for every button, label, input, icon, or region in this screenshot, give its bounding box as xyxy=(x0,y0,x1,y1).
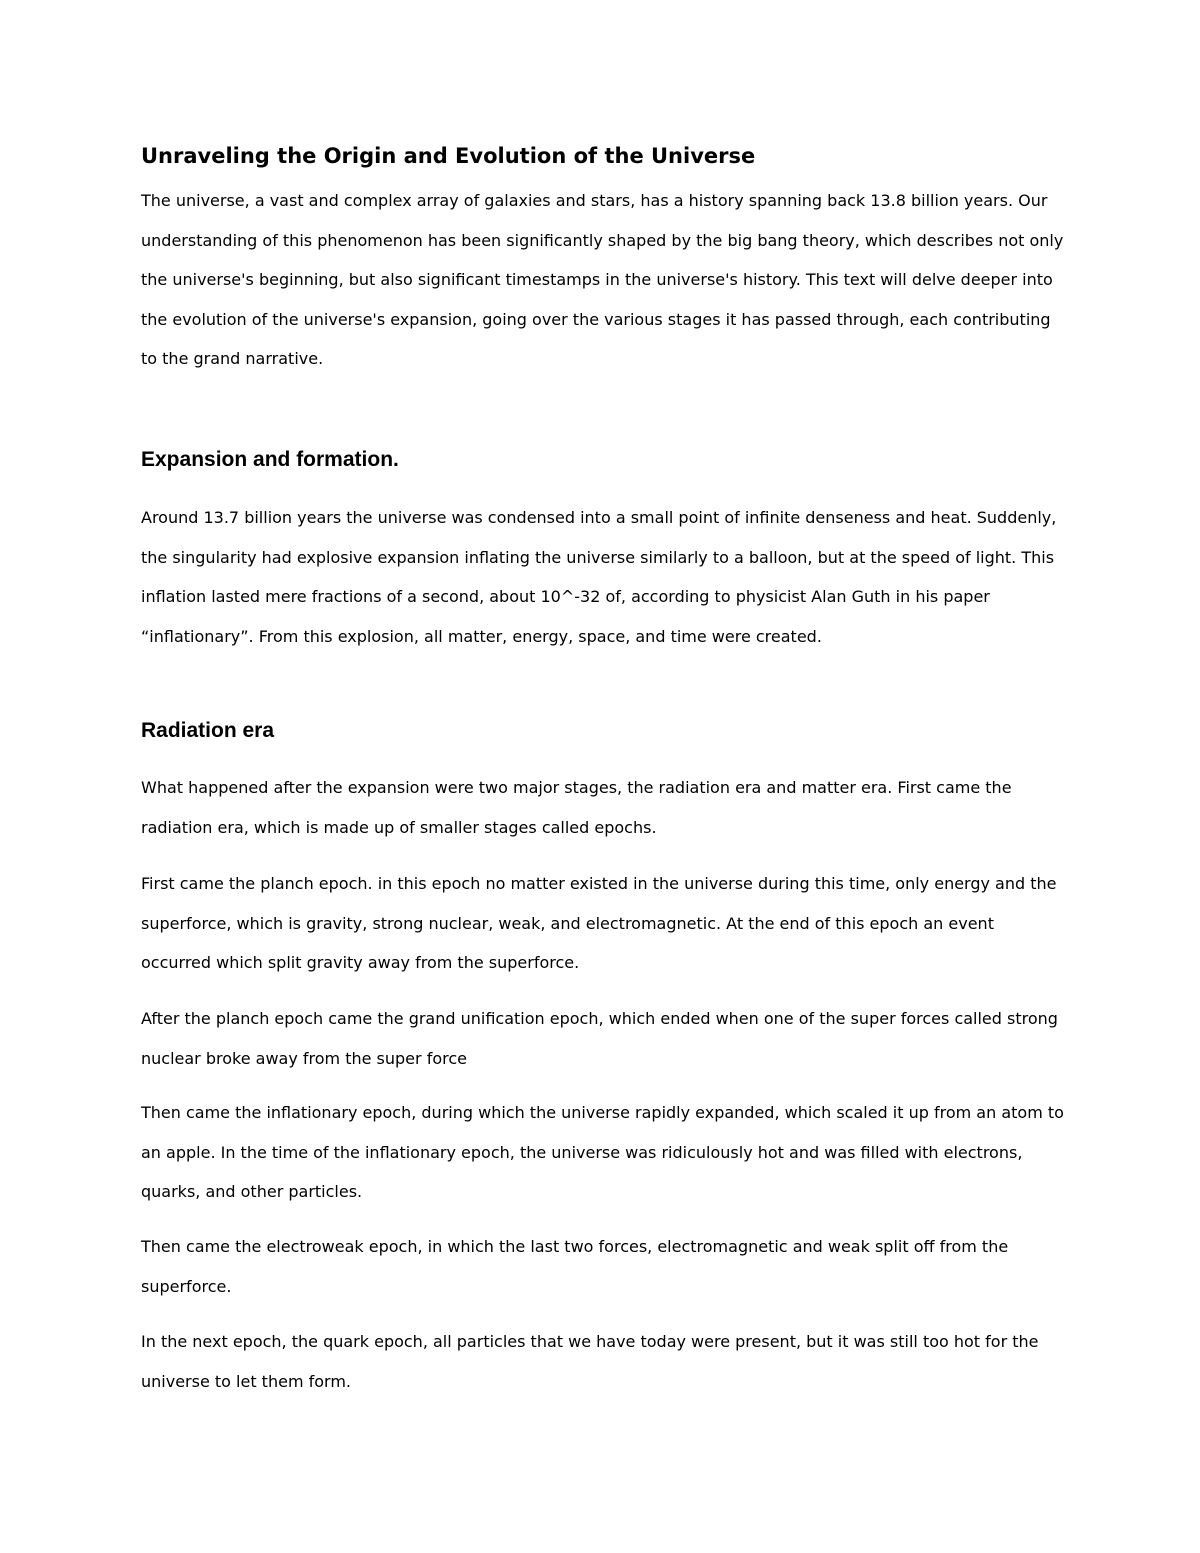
radiation-paragraph-3: After the planch epoch came the grand unification epoch, which ended when one of the super forces called strong nuclear broke away from the super force xyxy=(141,1009,1058,1068)
radiation-paragraph-1: What happened after the expansion were two major stages, the radiation era and matter era. First came the radiation era, which is made up of smaller stages called epochs. xyxy=(141,778,1012,837)
radiation-paragraph-2: First came the planch epoch. in this epoch no matter existed in the universe during this time, only energy and the superforce, which is gravity, strong nuclear, weak, and electromagnetic. At the end of this epoch an event occurred which split gravity away from the superforce. xyxy=(141,874,1057,973)
document-title: Unraveling the Origin and Evolution of the Universe xyxy=(141,144,756,168)
radiation-paragraph-5: Then came the electroweak epoch, in which the last two forces, electromagnetic and weak split off from the superforce. xyxy=(141,1237,1009,1296)
intro-paragraph: The universe, a vast and complex array of galaxies and stars, has a history spanning back 13.8 billion years. Our understanding of this phenomenon has been significantly shaped by the big bang theory, which describes not only the universe's beginning, but also significant timestamps in the universe's history. This text will delve deeper into the evolution of the universe's expansion, going over the various stages it has passed through, each contributing to the grand narrative. xyxy=(141,191,1064,369)
section-heading-expansion: Expansion and formation. xyxy=(141,448,399,471)
radiation-paragraph-4: Then came the inflationary epoch, during which the universe rapidly expanded, which scaled it up from an atom to an apple. In the time of the inflationary epoch, the universe was ridiculously hot and was filled with electrons, quarks, and other particles. xyxy=(141,1103,1064,1202)
expansion-paragraph: Around 13.7 billion years the universe was condensed into a small point of infinite denseness and heat. Suddenly, the singularity had explosive expansion inflating the universe similarly to a balloon, but at the speed of light. This inflation lasted mere fractions of a second, about 10^-32 of, according to physicist Alan Guth in his paper “inflationary”. From this explosion, all matter, energy, space, and time were created. xyxy=(141,508,1057,646)
section-heading-radiation-era: Radiation era xyxy=(141,719,275,742)
radiation-paragraph-6: In the next epoch, the quark epoch, all particles that we have today were present, but it was still too hot for the universe to let them form. xyxy=(141,1332,1039,1391)
